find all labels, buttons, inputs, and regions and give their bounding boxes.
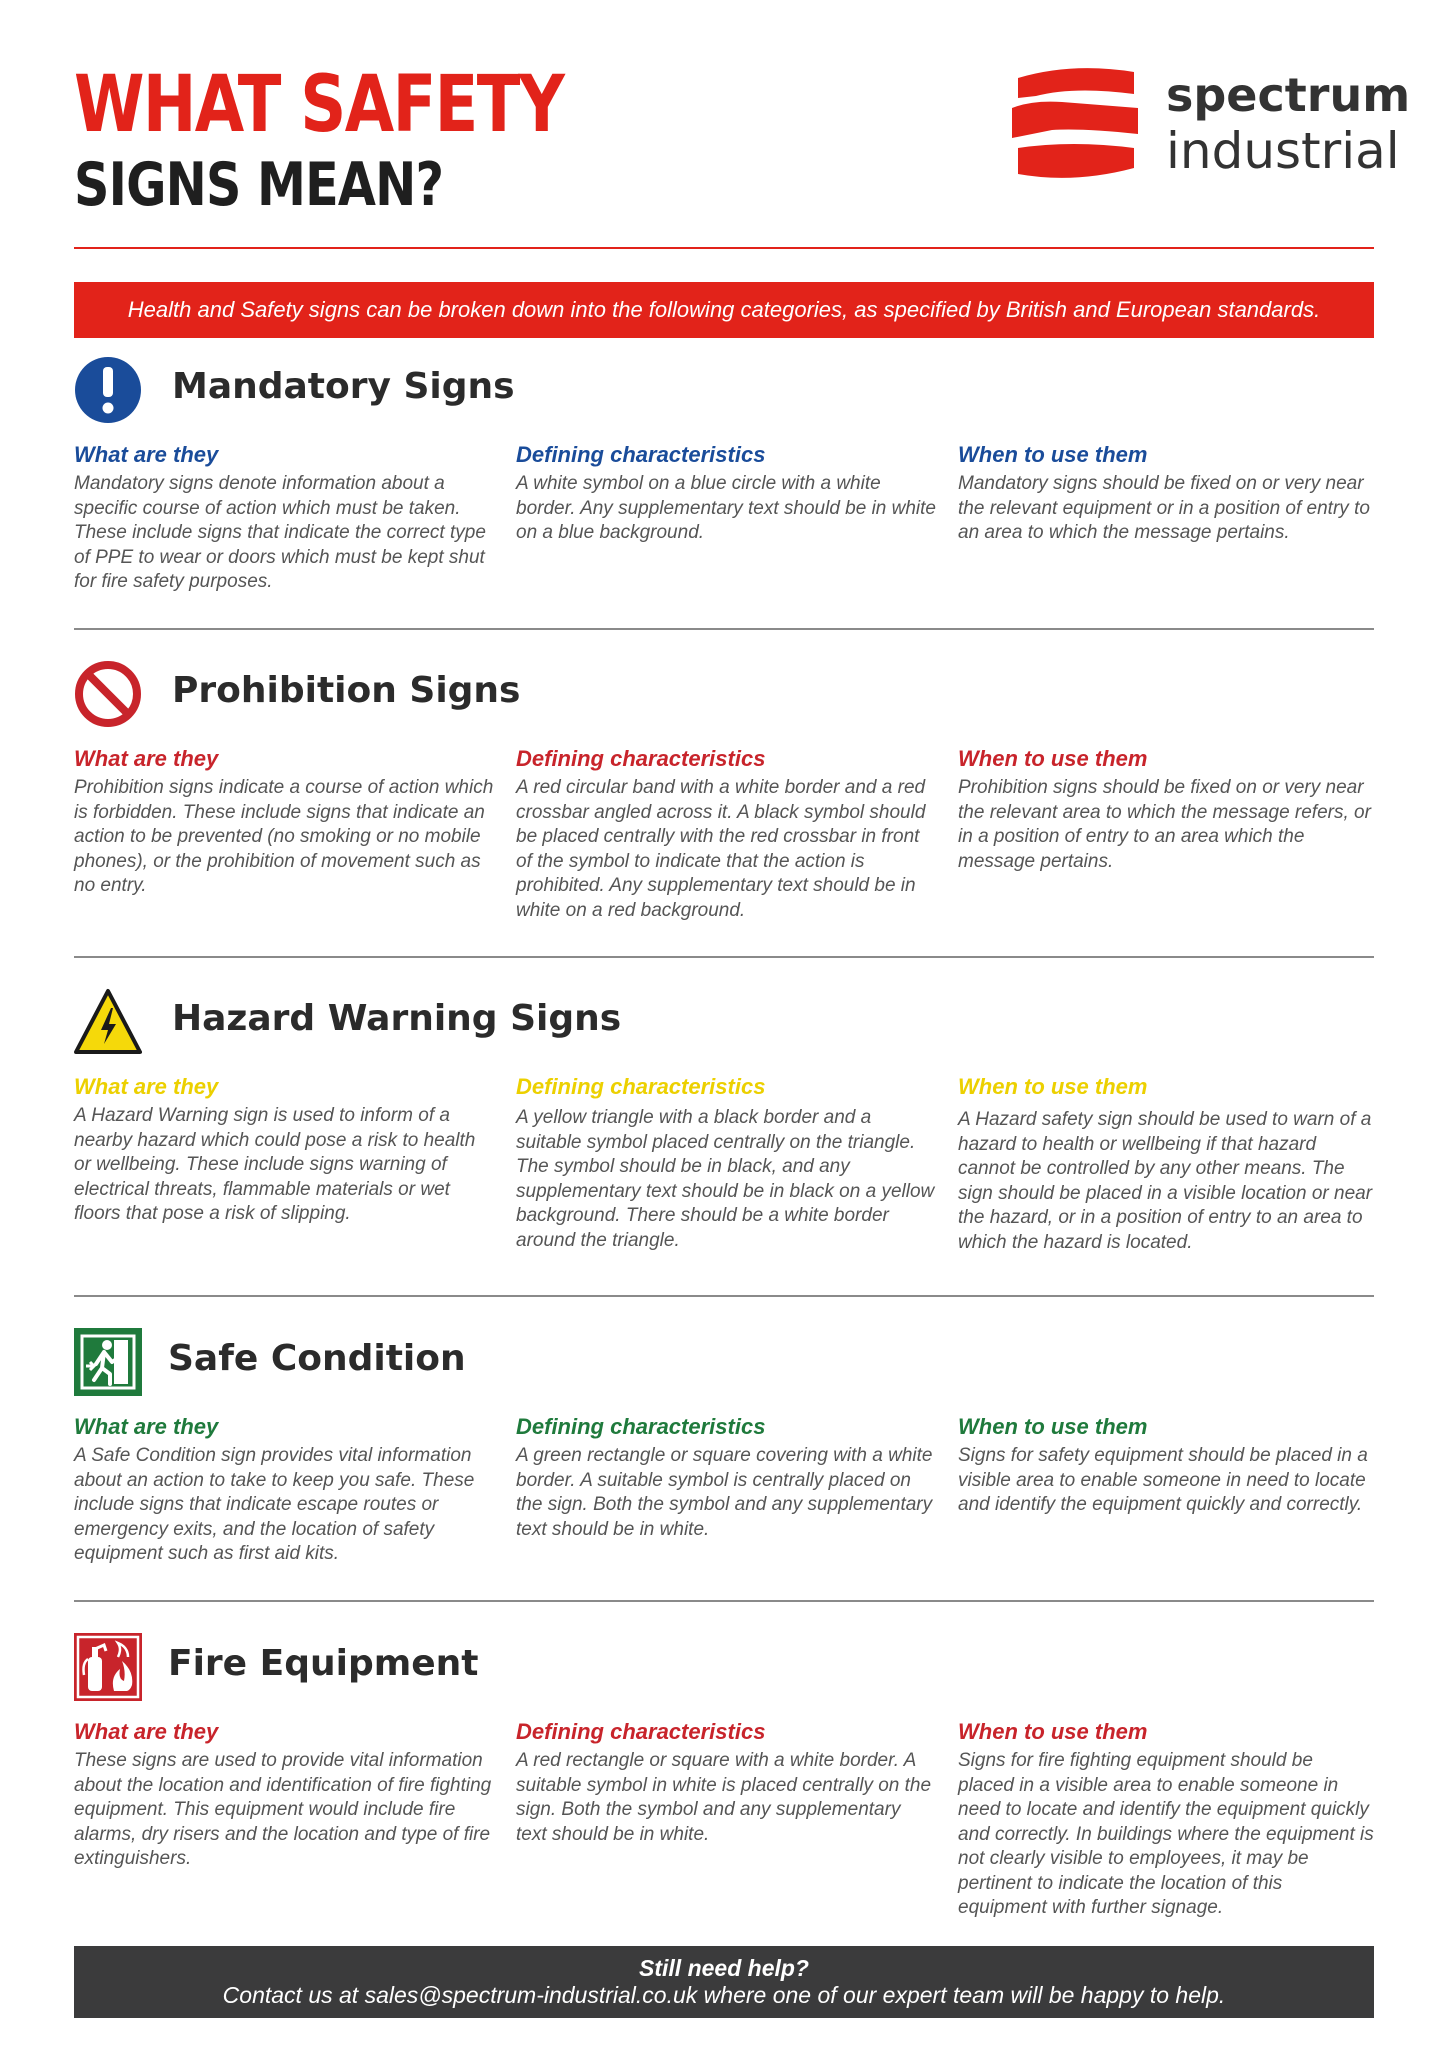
column-text: A white symbol on a blue circle with a white border. Any supplementary text should be in white on a blue background. xyxy=(516,473,936,543)
column-heading: When to use them xyxy=(958,1074,1148,1099)
fire-exit-running-man-icon xyxy=(74,1328,142,1396)
defining-characteristics-column xyxy=(516,744,936,923)
brand-name-line-1: spectrum xyxy=(1166,68,1411,122)
column-heading: What are they xyxy=(74,1414,219,1439)
column-text: A Hazard safety sign should be used to warn of a hazard to health or wellbeing if that hazard cannot be controlled by any other means. The sign should be placed in a visible location or near the hazard, or in a position of entry to an area to which the hazard is located. xyxy=(958,1109,1373,1253)
column-heading: Defining characteristics xyxy=(516,1719,766,1744)
section-divider xyxy=(74,1295,1374,1297)
when-to-use-column xyxy=(958,1412,1374,1518)
when-to-use-column xyxy=(958,440,1374,546)
when-to-use-column xyxy=(958,744,1374,874)
column-text: A Safe Condition sign provides vital information about an action to take to keep you safe. These include signs that indicate escape routes or emergency exits, and the location of safety equipment such as first aid kits. xyxy=(74,1445,475,1564)
column-text: Prohibition signs indicate a course of action which is forbidden. These include signs that indicate an action to be prevented (no smoking or no mobile phones), or the prohibition of movement such as no entry. xyxy=(74,777,494,896)
brand-name-line-2: industrial xyxy=(1166,122,1400,180)
column-heading: What are they xyxy=(74,1719,219,1744)
section-title: Mandatory Signs xyxy=(172,366,515,407)
column-text: Signs for fire fighting equipment should be placed in a visible area to enable someone in need to locate and identify the equipment quickly and correctly. In buildings where the equipment is not clearly visible to employees, it may be pertinent to indicate the location of this equipment with further signage. xyxy=(958,1750,1374,1918)
column-text: These signs are used to provide vital information about the location and identification of fire fighting equipment. This equipment would include fire alarms, dry risers and the location and type of fire extinguishers. xyxy=(74,1750,492,1869)
page-title-line-2: SIGNS MEAN? xyxy=(74,150,444,220)
column-heading: Defining characteristics xyxy=(516,1414,766,1439)
column-heading: What are they xyxy=(74,442,219,467)
column-text: A red rectangle or square with a white border. A suitable symbol in white is placed centrally on the sign. Both the symbol and any supplementary text should be in white. xyxy=(516,1750,932,1845)
column-text: A green rectangle or square covering with a white border. A suitable symbol is centrally placed on the sign. Both the symbol and any supplementary text should be in white. xyxy=(516,1445,933,1540)
spectrum-logo-icon xyxy=(1012,64,1140,182)
column-text: Mandatory signs should be fixed on or very near the relevant equipment or in a position of entry to an area to which the message pertains. xyxy=(958,473,1370,543)
page-title-line-1: WHAT SAFETY xyxy=(74,60,564,150)
defining-characteristics-column xyxy=(516,1072,936,1253)
column-text: A red circular band with a white border and a red crossbar angled across it. A black symbol should be placed centrally with the red crossbar in front of the symbol to indicate that the action is prohibited. Any supplementary text should be in white on a red background. xyxy=(516,777,926,921)
section-divider xyxy=(74,1600,1374,1602)
section-divider xyxy=(74,956,1374,958)
defining-characteristics-column xyxy=(516,1412,936,1542)
column-heading: Defining characteristics xyxy=(516,746,766,771)
what-are-they-column xyxy=(74,440,494,595)
column-heading: When to use them xyxy=(958,746,1148,771)
mandatory-exclamation-icon xyxy=(74,356,142,424)
column-text: A Hazard Warning sign is used to inform of a nearby hazard which could pose a risk to health or wellbeing. These include signs warning of electrical threats, flammable materials or wet floors that pose a risk of slipping. xyxy=(74,1105,476,1224)
defining-characteristics-column xyxy=(516,440,936,546)
section-divider xyxy=(74,628,1374,630)
column-text: Prohibition signs should be fixed on or very near the relevant area to which the message refers, or in a position of entry to an area which the message pertains. xyxy=(958,777,1371,872)
column-text: A yellow triangle with a black border and a suitable symbol placed centrally on the triangle. The symbol should be in black, and any supplementary text should be in black on a yellow background. There should be a white border around the triangle. xyxy=(516,1107,935,1251)
what-are-they-column xyxy=(74,744,494,899)
header-divider xyxy=(74,247,1374,249)
what-are-they-column xyxy=(74,1717,494,1872)
hazard-triangle-icon xyxy=(74,988,142,1056)
prohibition-circle-icon xyxy=(74,660,142,728)
section-title: Fire Equipment xyxy=(168,1643,479,1684)
fire-extinguisher-icon xyxy=(74,1633,142,1701)
column-heading: What are they xyxy=(74,746,219,771)
intro-banner: Health and Safety signs can be broken down into the following categories, as specified by British and European standards. xyxy=(74,282,1374,338)
defining-characteristics-column xyxy=(516,1717,936,1847)
column-heading: When to use them xyxy=(958,1719,1148,1744)
column-heading: When to use them xyxy=(958,442,1148,467)
footer-title: Still need help? xyxy=(639,1955,809,1981)
column-heading: Defining characteristics xyxy=(516,442,766,467)
when-to-use-column xyxy=(958,1072,1374,1255)
column-heading: When to use them xyxy=(958,1414,1148,1439)
section-title: Prohibition Signs xyxy=(172,670,521,711)
column-text: Signs for safety equipment should be placed in a visible area to enable someone in need to locate and identify the equipment quickly and correctly. xyxy=(958,1445,1368,1515)
help-footer xyxy=(74,1946,1374,2018)
section-title: Safe Condition xyxy=(168,1338,466,1379)
column-heading: What are they xyxy=(74,1074,219,1099)
footer-contact-text: Contact us at sales@spectrum-industrial.co.uk where one of our expert team will be happy to help. xyxy=(222,1982,1226,2008)
column-text: Mandatory signs denote information about a specific course of action which must be taken. These include signs that indicate the correct type of PPE to wear or doors which must be kept shut for fire safety purposes. xyxy=(74,473,486,592)
column-heading: Defining characteristics xyxy=(516,1074,766,1099)
what-are-they-column xyxy=(74,1072,494,1227)
what-are-they-column xyxy=(74,1412,494,1567)
when-to-use-column xyxy=(958,1717,1374,1921)
section-title: Hazard Warning Signs xyxy=(172,998,622,1039)
